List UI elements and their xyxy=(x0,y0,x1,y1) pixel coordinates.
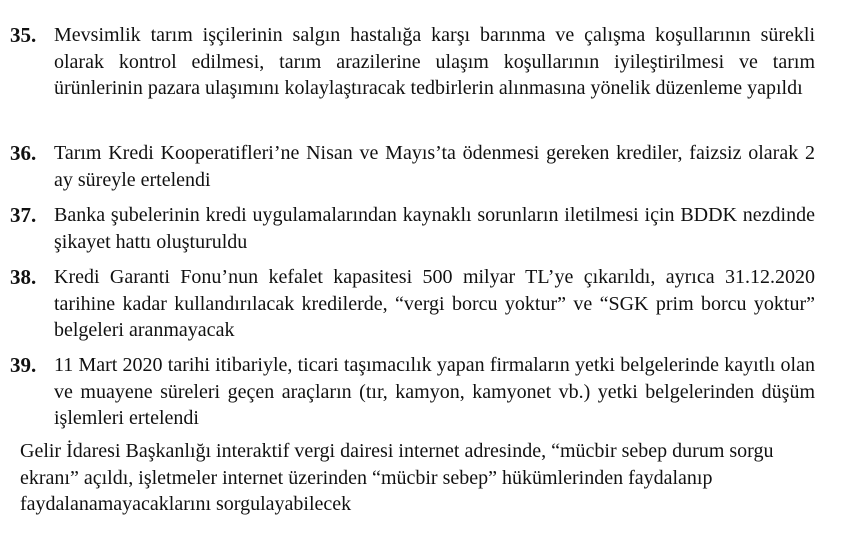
item-number: 39. xyxy=(10,353,37,377)
item-number: 38. xyxy=(10,265,37,289)
list-item-35 xyxy=(10,22,815,102)
item-number: 36. xyxy=(10,141,37,165)
item-number: 35. xyxy=(10,23,37,47)
item-number: 37. xyxy=(10,203,37,227)
list-item-39 xyxy=(10,352,815,432)
footer-note: Gelir İdaresi Başkanlığı interaktif vergi dairesi internet adresinde, “mücbir sebep durum sorgu ekranı” açıldı, işletmeler internet üzerinden “mücbir sebep” hükümlerinden faydalanıp faydalanamayacaklarını sorgulayabilecek xyxy=(20,440,774,515)
item-text: Banka şubelerinin kredi uygulamalarından kaynaklı sorunların iletilmesi için BDDK nezdinde şikayet hattı oluşturuldu xyxy=(54,204,815,253)
item-text: Tarım Kredi Kooperatifleri’ne Nisan ve Mayıs’ta ödenmesi gereken krediler, faizsiz olarak 2 ay süreyle ertelendi xyxy=(54,142,815,191)
list-item-36 xyxy=(10,140,815,193)
item-text: Kredi Garanti Fonu’nun kefalet kapasitesi 500 milyar TL’ye çıkarıldı, ayrıca 31.12.2020 tarihine kadar kullandırılacak kredilerde, “vergi borcu yoktur” ve “SGK prim borcu yoktur” belgeleri aranmayacak xyxy=(54,266,815,341)
list-item-37 xyxy=(10,202,815,255)
item-text: Mevsimlik tarım işçilerinin salgın hastalığa karşı barınma ve çalışma koşullarının sürekli olarak kontrol edilmesi, tarım arazilerine ulaşım koşullarının iyileştirilmesi ve tarım ürünlerinin pazara ulaşımını kolaylaştıracak tedbirlerin alınmasına yönelik düzenleme yapıldı xyxy=(54,24,815,99)
item-text: 11 Mart 2020 tarihi itibariyle, ticari taşımacılık yapan firmaların yetki belgelerinde kayıtlı olan ve muayene süreleri geçen araçların (tır, kamyon, kamyonet vb.) yetki belgelerinden düşüm işlemleri ertelendi xyxy=(54,354,815,429)
list-item-38 xyxy=(10,264,815,344)
